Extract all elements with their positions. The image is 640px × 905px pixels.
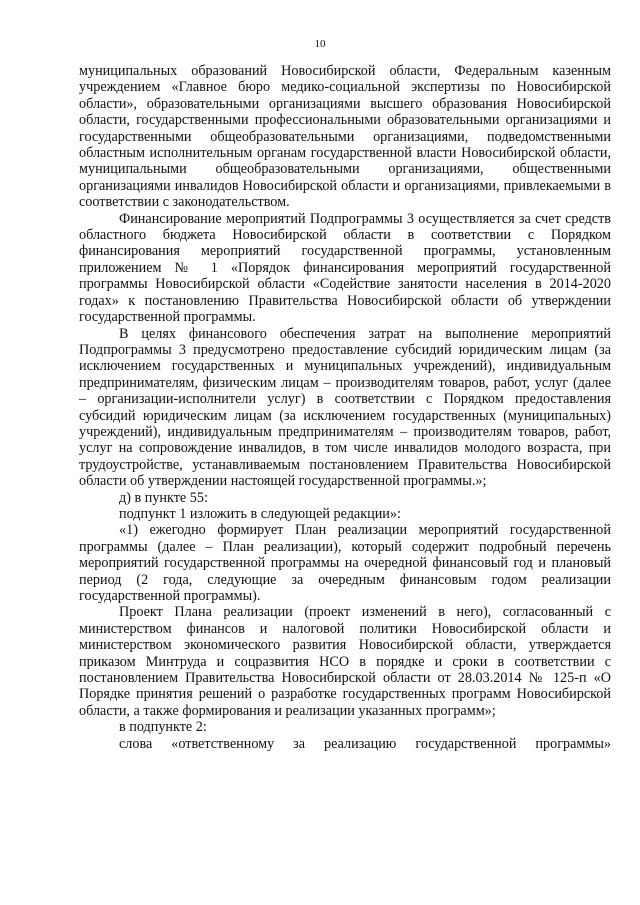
paragraph-plan-project: Проект Плана реализации (проект изменений в него), согласованный с министерством финансов и налоговой политики Новосибирской области и министерством экономического развития Новосибирской области, утверждается приказом Минтруда и соцразвития НСО в порядке и сроки в соответствии с постановлением Правительства Новосибирской области от 28.03.2014 № 125-п «О Порядке принятия решений о разработке государственных программ Новосибирской области, а также формирования и реализации указанных программ»; (79, 604, 611, 719)
paragraph-words-replacement: слова «ответственному за реализацию государственной программы» (119, 735, 611, 752)
paragraph-subitem-1-intro: подпункт 1 изложить в следующей редакции»: (119, 505, 401, 522)
document-body (79, 63, 611, 752)
paragraph-item-d: д) в пункте 55: (119, 489, 208, 506)
paragraph-subitem-1-text: «1) ежегодно формирует План реализации мероприятий государственной программы (далее – План реализации), который содержит подробный перечень мероприятий государственной программы на очередной финансовый год и плановый период (2 года, следующие за очередным финансовым годом реализации государственной программы). (79, 522, 611, 604)
paragraph-subsidies: В целях финансового обеспечения затрат на выполнение мероприятий Подпрограммы 3 предусмотрено предоставление субсидий юридическим лицам (за исключением государственных и муниципальных учреждений), индивидуальным предпринимателям, физическим лицам – производителям товаров, работ, услуг (далее – организации-исполнители услуг) в соответствии с Порядком предоставления субсидий юридическим лицам (за исключением государственных (муниципальных) учреждений), индивидуальным предпринимателям – производителям товаров, работ, услуг на сопровождение инвалидов, в том числе инвалидов молодого возраста, при трудоустройстве, устанавливаемым постановлением Правительства Новосибирской области об утверждении настоящей государственной программы.»; (79, 325, 611, 490)
paragraph-financing: Финансирование мероприятий Подпрограммы 3 осуществляется за счет средств областного бюджета Новосибирской области в соответствии с Порядком финансирования мероприятий государственной программы, установленным приложением № 1 «Порядок финансирования мероприятий государственной программы Новосибирской области «Содействие занятости населения в 2014-2020 годах» к постановлению Правительства Новосибирской области об утверждении государственной программы. (79, 210, 611, 326)
page-number: 10 (314, 38, 326, 50)
paragraph-subitem-2-intro: в подпункте 2: (119, 719, 207, 736)
paragraph-continuation: муниципальных образований Новосибирской области, Федеральным казенным учреждением «Главное бюро медико-социальной экспертизы по Новосибирской области», образовательными организациями высшего образования Новосибирской области, государственными профессиональными образовательными организациями и государственными общеобразовательными организациями, подведомственными областным исполнительным органам государственной власти Новосибирской области, муниципальными общеобразовательными организациями, общественными организациями инвалидов Новосибирской области и организациями, привлекаемыми в соответствии с законодательством. (79, 63, 611, 211)
